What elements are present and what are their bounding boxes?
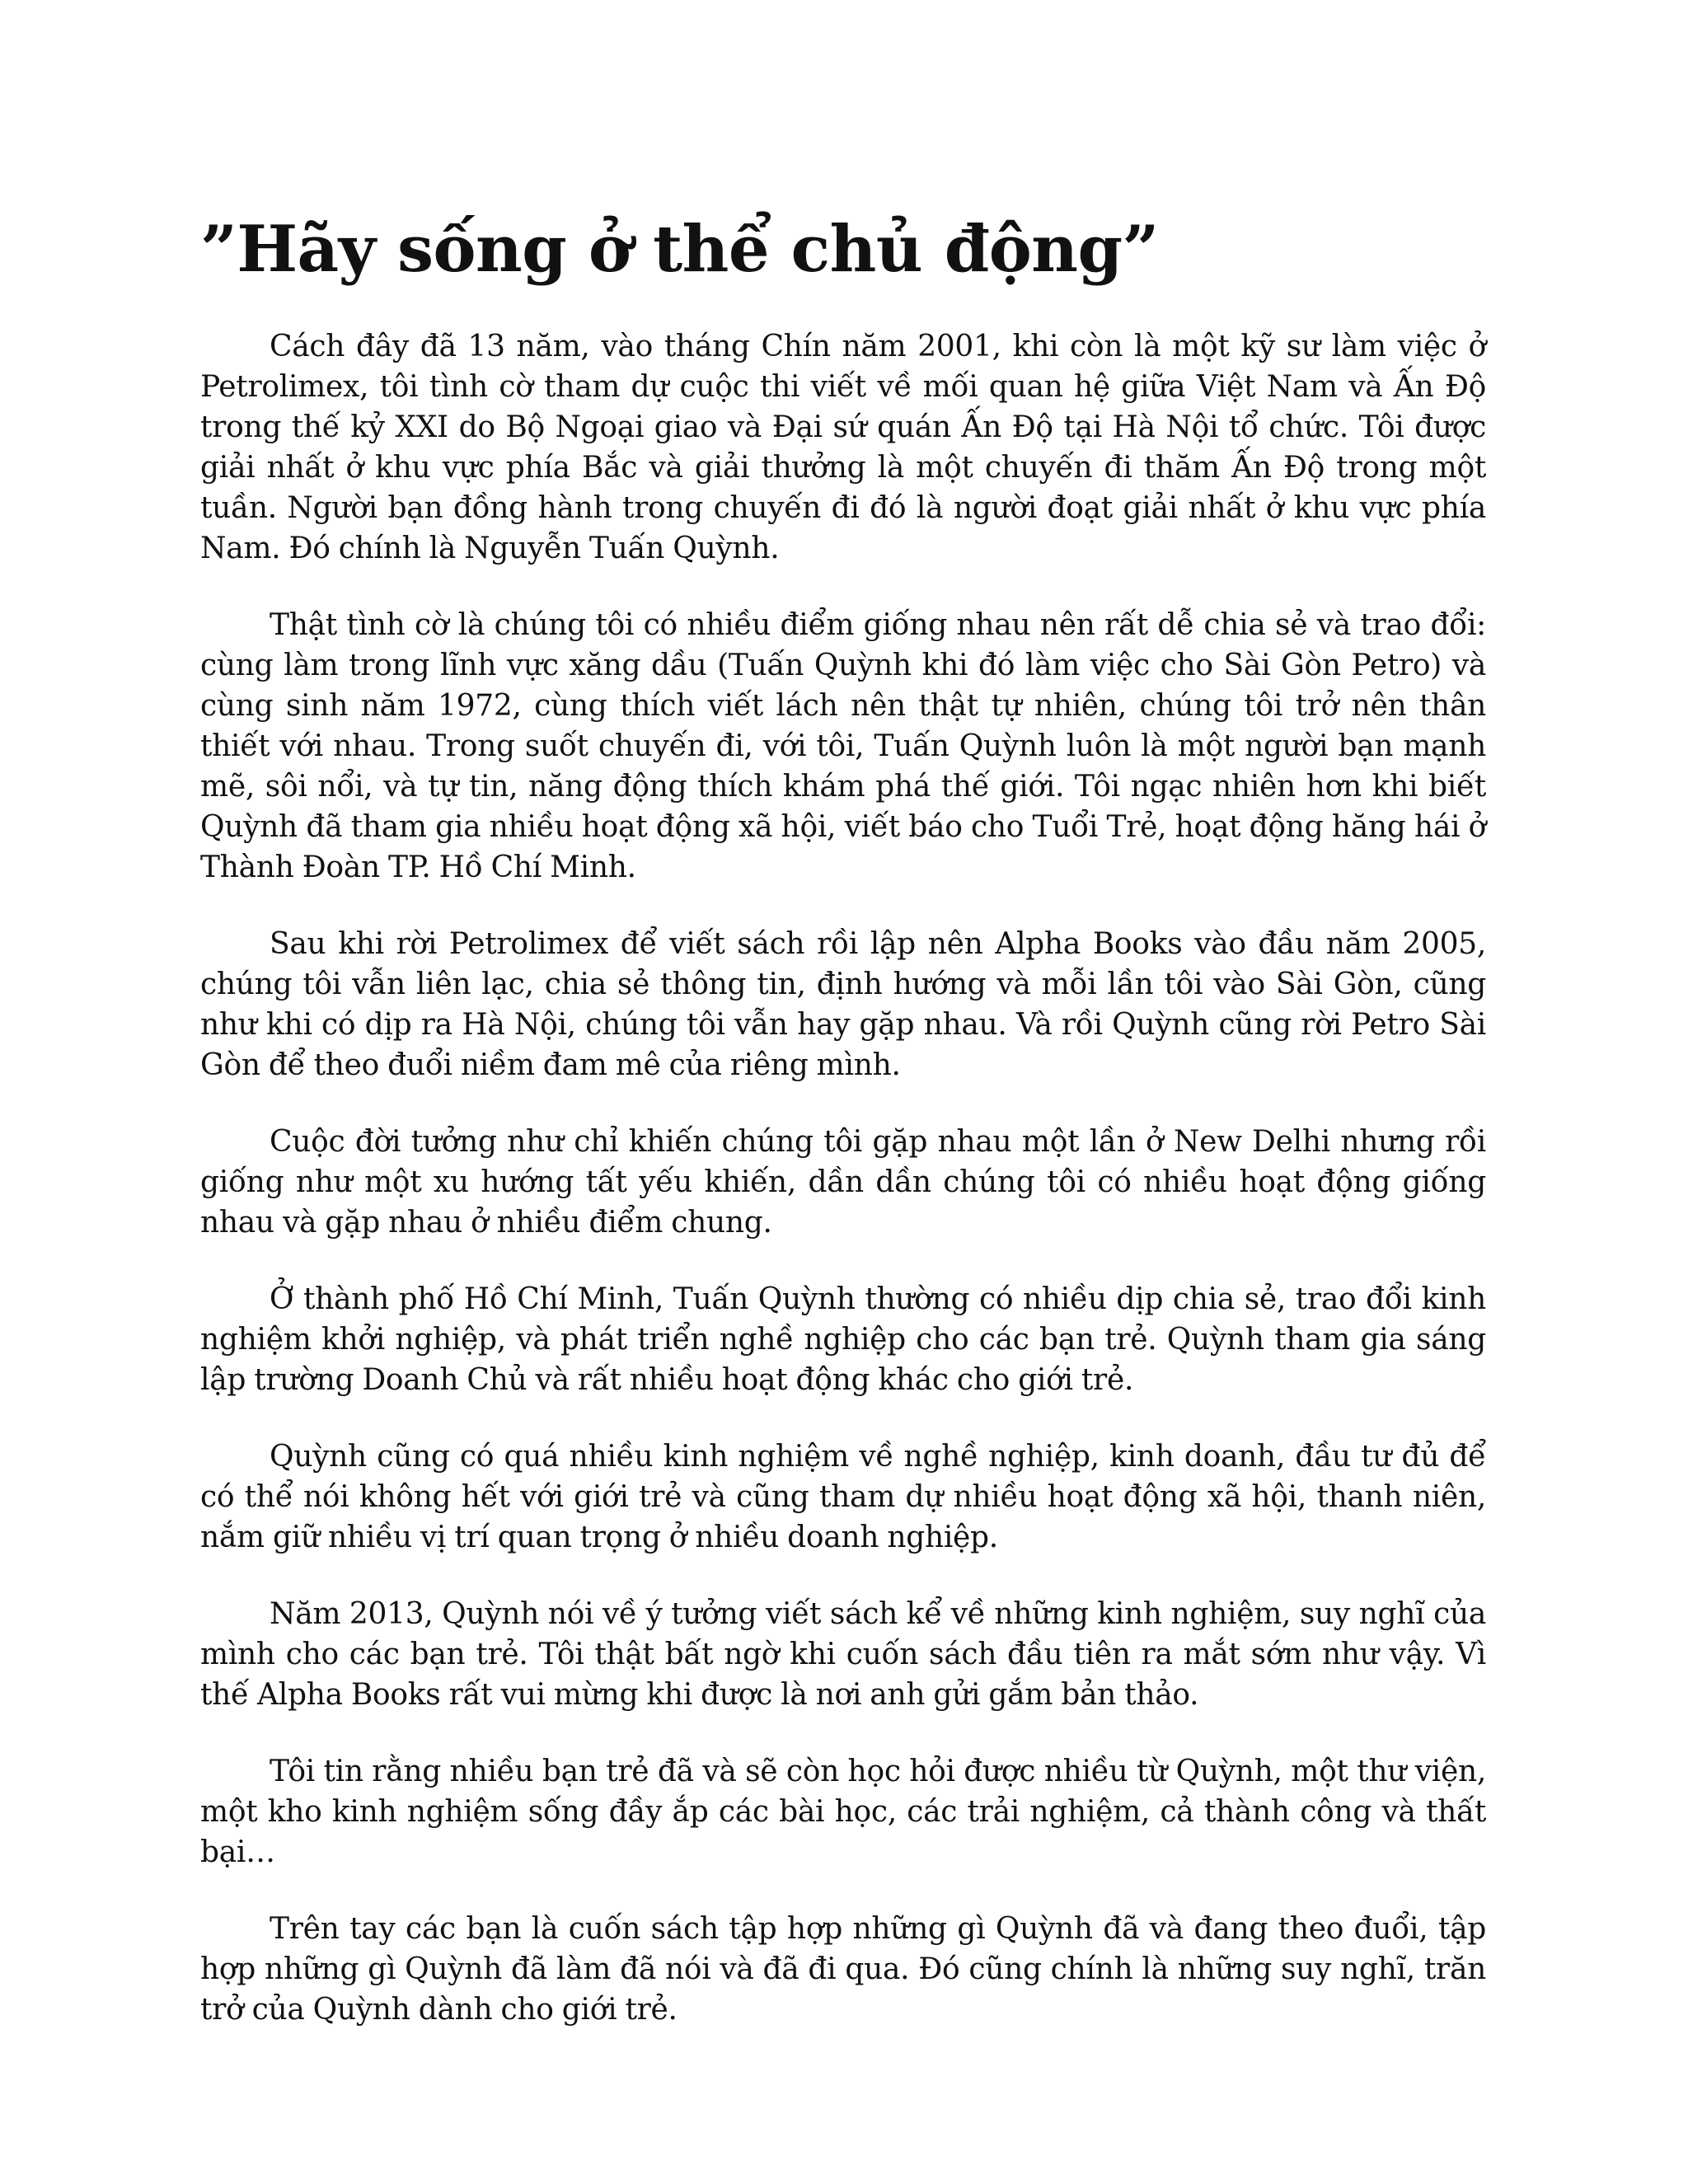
paragraph: Ở thành phố Hồ Chí Minh, Tuấn Quỳnh thường có nhiều dịp chia sẻ, trao đổi kinh nghiệm khởi nghiệp, và phát triển nghề nghiệp cho các bạn trẻ. Quỳnh tham gia sáng lập trường Doanh Chủ và rất nhiều hoạt động khác cho giới trẻ. <box>200 1282 1486 1397</box>
paragraph: Cách đây đã 13 năm, vào tháng Chín năm 2001, khi còn là một kỹ sư làm việc ở Petrolimex, tôi tình cờ tham dự cuộc thi viết về mối quan hệ giữa Việt Nam và Ấn Độ trong thế kỷ XXI do Bộ Ngoại giao và Đại sứ quán Ấn Độ tại Hà Nội tổ chức. Tôi được giải nhất ở khu vực phía Bắc và giải thưởng là một chuyến đi thăm Ấn Độ trong một tuần. Người bạn đồng hành trong chuyến đi đó là người đoạt giải nhất ở khu vực phía Nam. Đó chính là Nguyễn Tuấn Quỳnh. <box>200 329 1486 565</box>
paragraph: Tôi tin rằng nhiều bạn trẻ đã và sẽ còn học hỏi được nhiều từ Quỳnh, một thư viện, một kho kinh nghiệm sống đầy ắp các bài học, các trải nghiệm, cả thành công và thất bại… <box>200 1754 1486 1869</box>
paragraph: Sau khi rời Petrolimex để viết sách rồi lập nên Alpha Books vào đầu năm 2005, chúng tôi vẫn liên lạc, chia sẻ thông tin, định hướng và mỗi lần tôi vào Sài Gòn, cũng như khi có dịp ra Hà Nội, chúng tôi vẫn hay gặp nhau. Và rồi Quỳnh cũng rời Petro Sài Gòn để theo đuổi niềm đam mê của riêng mình. <box>200 926 1486 1082</box>
paragraph: Thật tình cờ là chúng tôi có nhiều điểm giống nhau nên rất dễ chia sẻ và trao đổi: cùng làm trong lĩnh vực xăng dầu (Tuấn Quỳnh khi đó làm việc cho Sài Gòn Petro) và cùng sinh năm 1972, cùng thích viết lách nên thật tự nhiên, chúng tôi trở nên thân thiết với nhau. Trong suốt chuyến đi, với tôi, Tuấn Quỳnh luôn là một người bạn mạnh mẽ, sôi nổi, và tự tin, năng động thích khám phá thế giới. Tôi ngạc nhiên hơn khi biết Quỳnh đã tham gia nhiều hoạt động xã hội, viết báo cho Tuổi Trẻ, hoạt động hăng hái ở Thành Đoàn TP. Hồ Chí Minh. <box>200 607 1486 884</box>
paragraph: Quỳnh cũng có quá nhiều kinh nghiệm về nghề nghiệp, kinh doanh, đầu tư đủ để có thể nói không hết với giới trẻ và cũng tham dự nhiều hoạt động xã hội, thanh niên, nắm giữ nhiều vị trí quan trọng ở nhiều doanh nghiệp. <box>200 1439 1486 1554</box>
page-title: ”Hãy sống ở thể chủ động” <box>200 212 1159 287</box>
paragraph: Trên tay các bạn là cuốn sách tập hợp những gì Quỳnh đã và đang theo đuổi, tập hợp những gì Quỳnh đã làm đã nói và đã đi qua. Đó cũng chính là những suy nghĩ, trăn trở của Quỳnh dành cho giới trẻ. <box>200 1911 1486 2027</box>
document-page <box>200 213 1486 2066</box>
paragraph: Năm 2013, Quỳnh nói về ý tưởng viết sách kể về những kinh nghiệm, suy nghĩ của mình cho các bạn trẻ. Tôi thật bất ngờ khi cuốn sách đầu tiên ra mắt sớm như vậy. Vì thế Alpha Books rất vui mừng khi được là nơi anh gửi gắm bản thảo. <box>200 1596 1486 1712</box>
paragraph: Cuộc đời tưởng như chỉ khiến chúng tôi gặp nhau một lần ở New Delhi nhưng rồi giống như một xu hướng tất yếu khiến, dần dần chúng tôi có nhiều hoạt động giống nhau và gặp nhau ở nhiều điểm chung. <box>200 1124 1486 1240</box>
